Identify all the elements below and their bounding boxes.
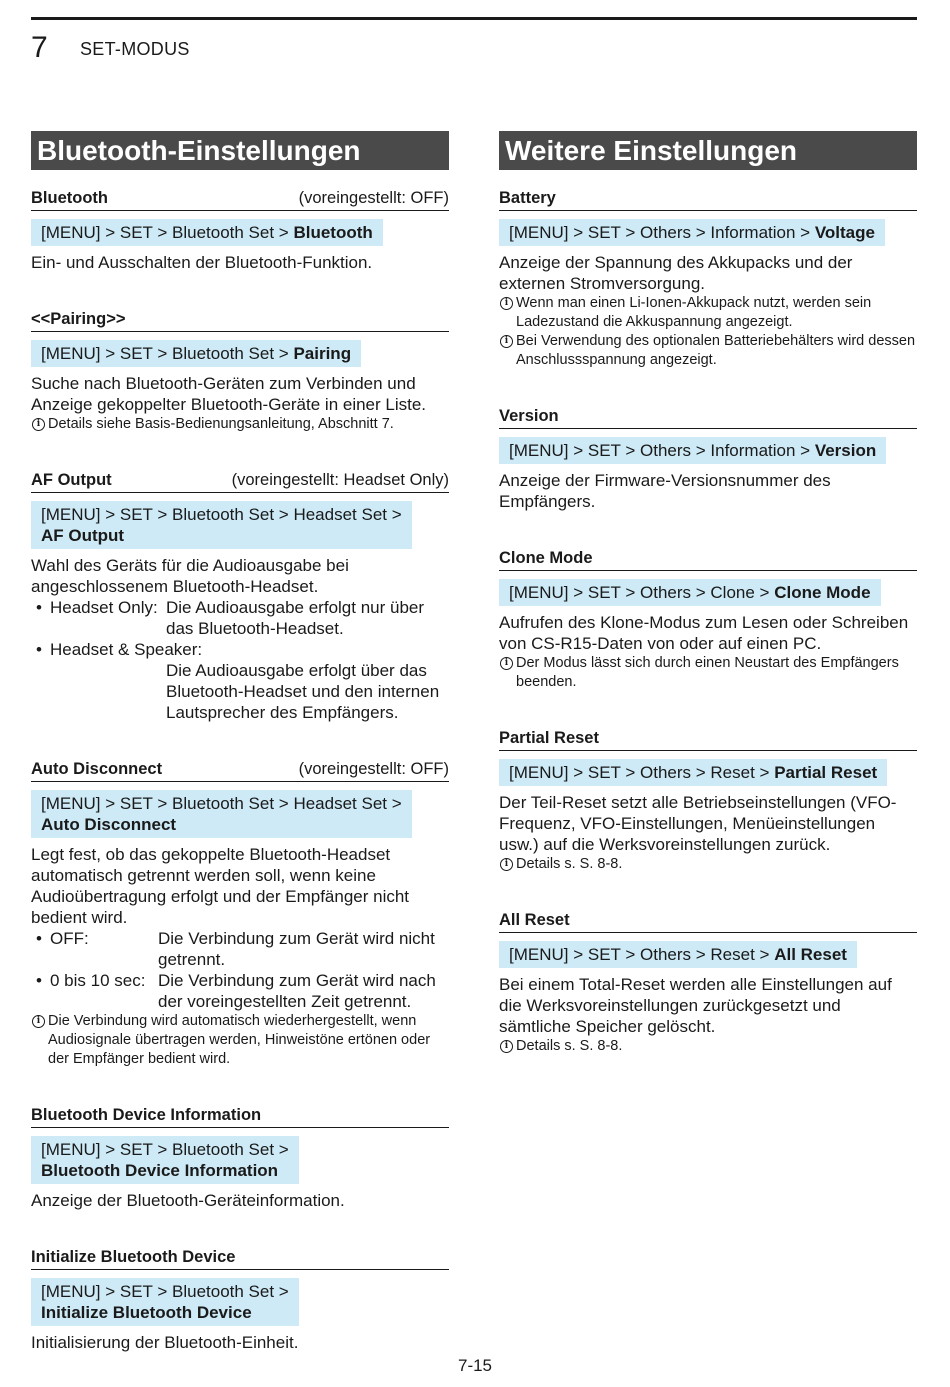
- section-title-others: Weitere Einstellungen: [499, 131, 917, 170]
- setting-clone-mode: [499, 546, 917, 692]
- item-description: Anzeige der Firmware-Versionsnummer des Empfängers.: [499, 471, 831, 511]
- menu-path: [31, 1278, 299, 1326]
- item-default: (voreingestellt: OFF): [298, 760, 449, 778]
- info-note: [499, 332, 917, 370]
- item-title: Bluetooth: [31, 189, 108, 207]
- menu-path-target: All Reset: [774, 945, 847, 964]
- item-description: Ein- und Ausschalten der Bluetooth-Funktion.: [31, 253, 373, 272]
- setting-initialize-device: [31, 1245, 449, 1353]
- option-item: [31, 597, 449, 639]
- setting-bluetooth: [31, 186, 449, 273]
- option-label: OFF:: [50, 929, 89, 948]
- item-title: All Reset: [499, 911, 570, 929]
- chapter-number: 7: [31, 31, 48, 64]
- menu-path-target: Voltage: [814, 223, 875, 242]
- note-text: Die Verbindung wird automatisch wiederhergestellt, wenn Audiosignale übertragen werden, Hinweistöne ertönen oder der Empfänger bedient wird.: [48, 1013, 431, 1067]
- menu-path-prefix: [MENU] > SET > Others > Clone >: [509, 583, 775, 602]
- menu-path-target: Auto Disconnect: [41, 815, 177, 834]
- item-description: Der Teil-Reset setzt alle Betriebseinstellungen (VFO-Frequenz, VFO-Einstellungen, Menüeinstellungen usw.) auf die Werksvoreinstellungen zurück.: [499, 793, 897, 854]
- item-description: Wahl des Geräts für die Audioausgabe bei angeschlossenem Bluetooth-Headset.: [31, 556, 349, 596]
- page-number: 7-15: [457, 1356, 493, 1375]
- menu-path: [499, 579, 881, 606]
- item-header: [31, 1245, 449, 1270]
- item-header: [499, 908, 917, 933]
- item-title: Initialize Bluetooth Device: [31, 1248, 236, 1266]
- info-note: [499, 654, 917, 692]
- menu-path-target: AF Output: [41, 526, 125, 545]
- info-note: [31, 415, 449, 434]
- menu-path-prefix: [MENU] > SET > Others > Reset >: [509, 945, 775, 964]
- setting-version: [499, 404, 917, 512]
- item-title: AF Output: [31, 471, 112, 489]
- note-text: Details s. S. 8-8.: [516, 856, 623, 872]
- section-title-bluetooth: Bluetooth-Einstellungen: [31, 131, 449, 170]
- option-text: Die Audioausgabe erfolgt über das Bluetooth-Headset und den internen Lautsprecher des Empfängers.: [166, 661, 440, 722]
- menu-path-target: Partial Reset: [774, 763, 878, 782]
- item-description: Anzeige der Spannung des Akkupacks und der externen Stromversorgung.: [499, 253, 853, 293]
- menu-path: [31, 219, 383, 246]
- info-circle-icon: i: [500, 1040, 513, 1053]
- setting-auto-disconnect: [31, 757, 449, 1069]
- menu-path-target: Version: [814, 441, 877, 460]
- item-description: Anzeige der Bluetooth-Geräteinformation.: [31, 1191, 345, 1210]
- info-circle-icon: i: [500, 657, 513, 670]
- bullet-dot: •: [36, 929, 42, 948]
- option-label: Headset Only:: [50, 598, 158, 617]
- item-default: (voreingestellt: Headset Only): [231, 471, 449, 489]
- menu-path-prefix: [MENU] > SET > Others > Information >: [509, 441, 815, 460]
- bullet-dot: •: [36, 640, 42, 659]
- note-text: Details siehe Basis-Bedienungsanleitung, Abschnitt 7.: [48, 416, 394, 432]
- item-header: [31, 186, 449, 211]
- info-note: [499, 855, 917, 874]
- item-header: [31, 1103, 449, 1128]
- menu-path-prefix: [MENU] > SET > Bluetooth Set >: [41, 223, 294, 242]
- menu-path: [31, 340, 361, 367]
- item-title: <<Pairing>>: [31, 310, 126, 328]
- menu-path-prefix: [MENU] > SET > Bluetooth Set > Headset Set >: [41, 505, 402, 524]
- right-column: [499, 131, 917, 1090]
- info-note: [499, 1037, 917, 1056]
- menu-path: [31, 790, 412, 838]
- header-rule: [31, 17, 917, 20]
- chapter-title: SET-MODUS: [80, 39, 190, 59]
- item-header: [499, 186, 917, 211]
- note-text: Details s. S. 8-8.: [516, 1038, 623, 1054]
- menu-path-prefix: [MENU] > SET > Bluetooth Set >: [41, 1282, 289, 1301]
- menu-path-prefix: [MENU] > SET > Bluetooth Set > Headset Set >: [41, 794, 402, 813]
- setting-device-information: [31, 1103, 449, 1211]
- item-header: [31, 307, 449, 332]
- menu-path: [31, 1136, 299, 1184]
- menu-path-target: Bluetooth Device Information: [41, 1161, 279, 1180]
- option-item: [31, 639, 449, 660]
- item-title: Battery: [499, 189, 556, 207]
- note-text: Wenn man einen Li-Ionen-Akkupack nutzt, werden sein Ladezustand die Akkuspannung angezeigt.: [516, 295, 872, 330]
- item-title: Auto Disconnect: [31, 760, 163, 778]
- setting-pairing: [31, 307, 449, 434]
- item-title: Clone Mode: [499, 549, 593, 567]
- item-title: Partial Reset: [499, 729, 599, 747]
- item-default: (voreingestellt: OFF): [298, 189, 449, 207]
- bullet-dot: •: [36, 971, 42, 990]
- item-description: Legt fest, ob das gekoppelte Bluetooth-Headset automatisch getrennt werden soll, wenn keine Audioübertragung erfolgt und der Empfänger nicht bedient wird.: [31, 845, 410, 927]
- item-header: [31, 757, 449, 782]
- menu-path-target: Pairing: [293, 344, 352, 363]
- item-header: [499, 726, 917, 751]
- option-text: Die Verbindung zum Gerät wird nicht getrennt.: [158, 929, 435, 969]
- info-circle-icon: i: [500, 335, 513, 348]
- setting-all-reset: [499, 908, 917, 1056]
- item-title: Version: [499, 407, 559, 425]
- menu-path-target: Initialize Bluetooth Device: [41, 1303, 252, 1322]
- item-header: [31, 468, 449, 493]
- option-item: [31, 970, 449, 1012]
- option-text: Die Audioausgabe erfolgt nur über das Bluetooth-Headset.: [166, 598, 425, 638]
- left-column: [31, 131, 449, 1387]
- menu-path-target: Clone Mode: [774, 583, 871, 602]
- note-text: Bei Verwendung des optionalen Batteriebehälters wird dessen Anschlussspannung angezeigt.: [516, 333, 916, 368]
- menu-path-prefix: [MENU] > SET > Bluetooth Set >: [41, 344, 294, 363]
- item-description: Aufrufen des Klone-Modus zum Lesen oder Schreiben von CS-R15-Daten von oder auf einen PC.: [499, 613, 909, 653]
- menu-path-prefix: [MENU] > SET > Others > Information >: [509, 223, 815, 242]
- menu-path: [499, 759, 887, 786]
- info-circle-icon: i: [32, 418, 45, 431]
- item-description: Bei einem Total-Reset werden alle Einstellungen auf die Werksvoreinstellungen zurückgesetzt und sämtliche Speicher gelöscht.: [499, 975, 892, 1036]
- item-description: Suche nach Bluetooth-Geräten zum Verbinden und Anzeige gekoppelter Bluetooth-Geräte in einer Liste.: [31, 374, 427, 414]
- info-circle-icon: i: [32, 1015, 45, 1028]
- menu-path: [499, 941, 857, 968]
- info-note: [31, 1012, 449, 1069]
- bullet-dot: •: [36, 598, 42, 617]
- menu-path-prefix: [MENU] > SET > Others > Reset >: [509, 763, 775, 782]
- menu-path: [499, 437, 886, 464]
- note-text: Der Modus lässt sich durch einen Neustart des Empfängers beenden.: [516, 655, 899, 690]
- option-label: Headset & Speaker:: [50, 640, 203, 659]
- info-note: [499, 294, 917, 332]
- item-description: Initialisierung der Bluetooth-Einheit.: [31, 1333, 299, 1352]
- menu-path: [499, 219, 885, 246]
- menu-path: [31, 501, 412, 549]
- setting-af-output: [31, 468, 449, 723]
- info-circle-icon: i: [500, 297, 513, 310]
- option-item: [31, 928, 449, 970]
- menu-path-prefix: [MENU] > SET > Bluetooth Set >: [41, 1140, 289, 1159]
- setting-partial-reset: [499, 726, 917, 874]
- setting-battery: [499, 186, 917, 370]
- item-title: Bluetooth Device Information: [31, 1106, 262, 1124]
- option-text: Die Verbindung zum Gerät wird nach der voreingestellten Zeit getrennt.: [158, 971, 436, 1011]
- option-label: 0 bis 10 sec:: [50, 971, 146, 990]
- menu-path-target: Bluetooth: [293, 223, 373, 242]
- item-header: [499, 546, 917, 571]
- info-circle-icon: i: [500, 858, 513, 871]
- item-header: [499, 404, 917, 429]
